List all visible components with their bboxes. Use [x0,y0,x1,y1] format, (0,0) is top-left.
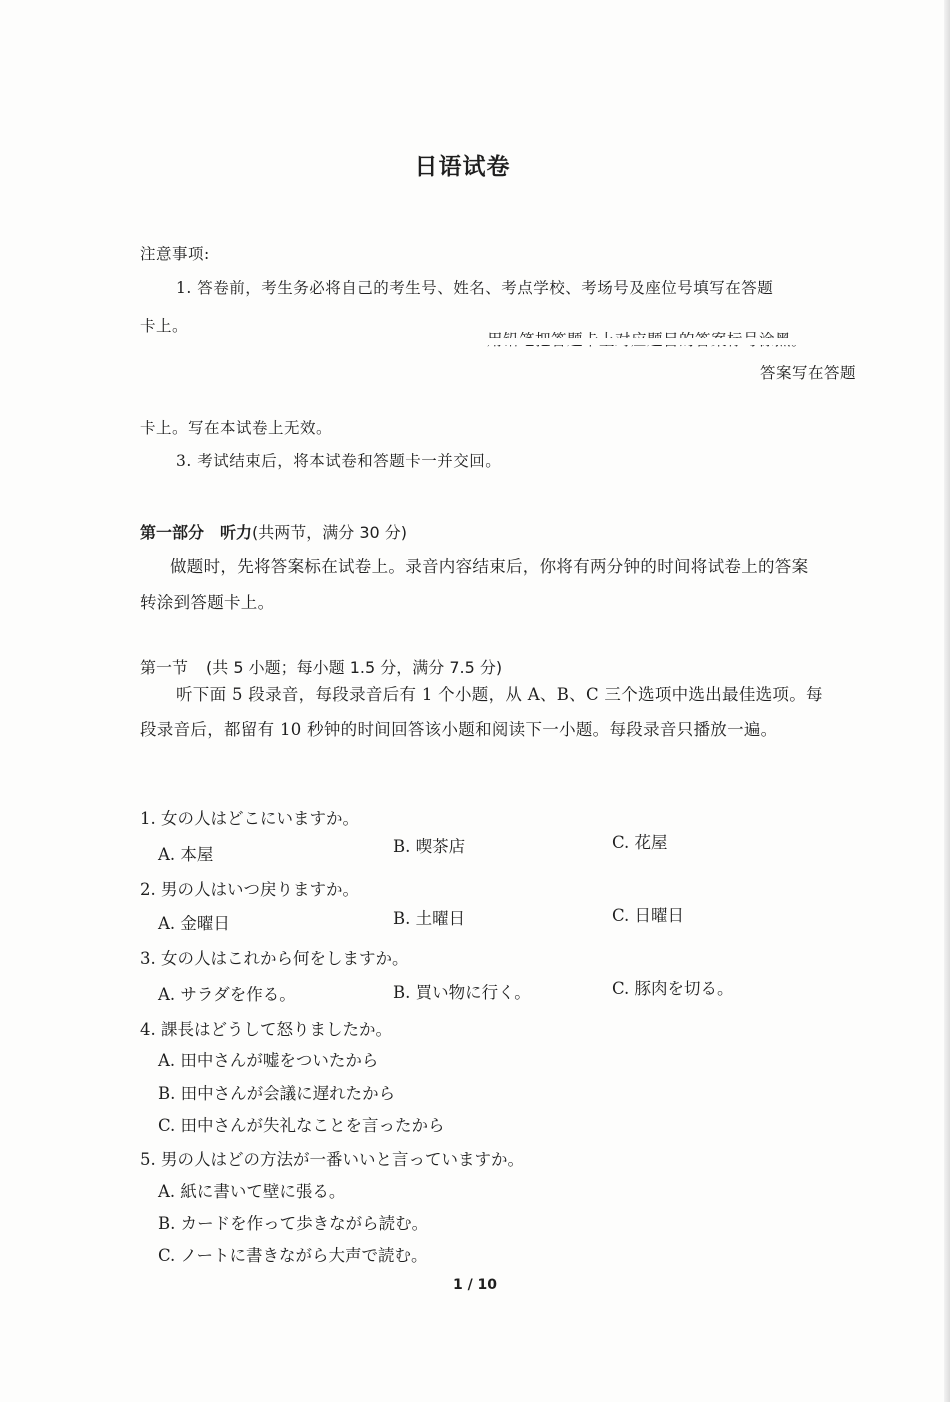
question-4-option-a: A. 田中さんが嘘をついたから [158,1051,379,1070]
question-2-option-a: A. 金曜日 [158,914,230,933]
part1-heading-rest: (共两节，满分 30 分) [252,523,408,542]
question-3-option-c: C. 豚肉を切る。 [612,979,734,998]
part1-heading [140,520,407,543]
question-2-option-b: B. 土曜日 [393,909,466,928]
section1-intro-line-1: 听下面 5 段录音，每段录音后有 1 个小题，从 A、B、C 三个选项中选出最佳选项。每 [176,685,823,704]
question-3-option-a: A. サラダを作る。 [158,985,296,1004]
question-1: 1. 女の人はどこにいますか。 [140,809,359,828]
question-4-option-b: B. 田中さんが会議に遅れたから [158,1084,396,1103]
notice-heading: 注意事项: [140,245,210,263]
question-1-option-c: C. 花屋 [612,833,668,852]
question-2: 2. 男の人はいつ戻りますか。 [140,880,359,899]
notice-item-3: 3. 考试结束后，将本试卷和答题卡一并交回。 [176,452,502,470]
question-5-option-c: C. ノートに書きながら大声で読む。 [158,1246,428,1265]
notice-item-1-line-1: 1. 答卷前，考生务必将自己的考生号、姓名、考点学校、考场号及座位号填写在答题 [176,279,774,297]
question-5-option-b: B. カードを作って歩きながら読む。 [158,1214,429,1233]
notice-item-2-end: 卡上。写在本试卷上无效。 [140,419,333,437]
page-number: 1 / 10 [452,1277,498,1293]
question-1-option-a: A. 本屋 [158,845,214,864]
part1-intro-line-2: 转涂到答题卡上。 [140,593,275,612]
scan-gap [175,338,855,345]
question-2-option-c: C. 日曜日 [612,906,685,925]
page-title: 日语试卷 [414,154,511,180]
question-3: 3. 女の人はこれから何をしますか。 [140,949,409,968]
question-1-option-b: B. 喫茶店 [393,837,466,856]
part1-heading-bold: 第一部分 听力 [140,523,253,542]
question-4: 4. 課長はどうして怒りましたか。 [140,1020,392,1039]
question-4-option-c: C. 田中さんが失礼なことを言ったから [158,1116,445,1135]
part1-intro-line-1: 做题时，先将答案标在试卷上。录音内容结束后，你将有两分钟的时间将试卷上的答案 [170,557,809,576]
section1-heading-rest: (共 5 小题；每小题 1.5 分，满分 7.5 分) [206,658,503,677]
question-5: 5. 男の人はどの方法が一番いいと言っていますか。 [140,1150,524,1169]
section1-intro-line-2: 段录音后，都留有 10 秒钟的时间回答该小题和阅读下一小题。每段录音只播放一遍。 [140,720,778,739]
notice-item-1-line-2: 卡上。 [140,317,189,335]
page-edge [944,0,950,1402]
question-5-option-a: A. 紙に書いて壁に張る。 [158,1182,346,1201]
section1-heading [140,655,502,678]
question-3-option-b: B. 買い物に行く。 [393,983,531,1002]
notice-item-2-right: 答案写在答题 [759,364,856,382]
section1-heading-label: 第一节 [140,658,189,677]
